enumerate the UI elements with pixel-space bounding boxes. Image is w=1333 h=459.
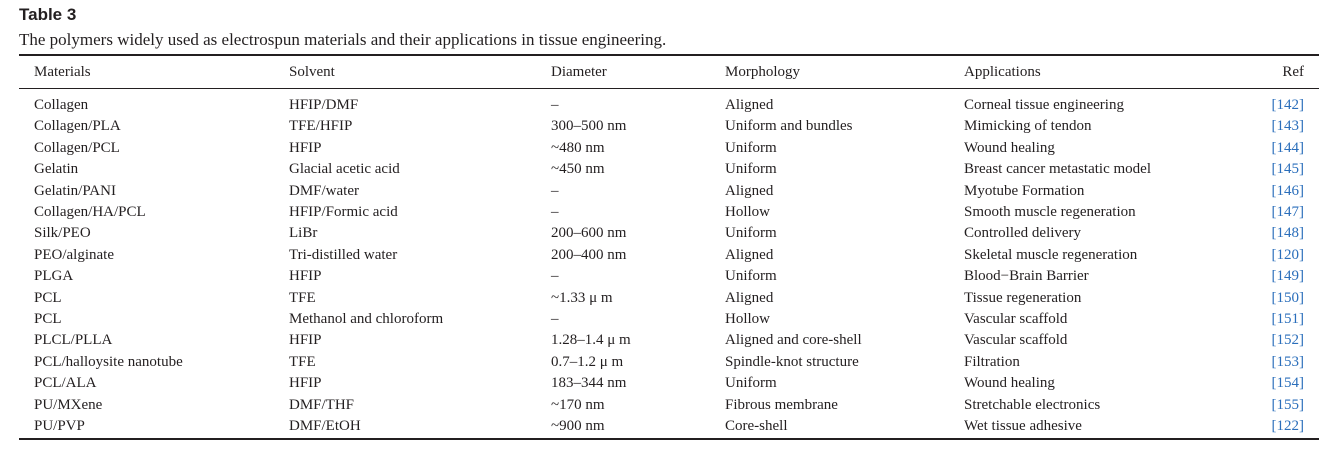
cell-morphology: Uniform [725, 161, 777, 178]
cell-application: Wound healing [964, 139, 1055, 156]
cell-material: Gelatin/PANI [34, 182, 116, 199]
header-ref: Ref [1282, 64, 1304, 80]
table-row [0, 288, 1333, 309]
cell-ref[interactable]: [146] [1271, 182, 1304, 199]
cell-material: Silk/PEO [34, 225, 91, 242]
cell-material: Gelatin [34, 161, 79, 178]
cell-application: Wound healing [964, 375, 1055, 392]
cell-morphology: Spindle-knot structure [725, 353, 859, 370]
cell-diameter: – [551, 204, 559, 220]
table-row [0, 309, 1333, 330]
cell-diameter: ~170 nm [551, 396, 605, 413]
cell-application: Mimicking of tendon [964, 118, 1092, 135]
table-row [0, 330, 1333, 351]
cell-diameter: ~1.33 μ m [551, 289, 613, 306]
cell-solvent: HFIP [289, 268, 322, 285]
cell-solvent: HFIP [289, 375, 322, 392]
cell-ref[interactable]: [149] [1271, 268, 1304, 285]
cell-solvent: HFIP/Formic acid [289, 204, 398, 220]
cell-morphology: Uniform [725, 268, 777, 285]
cell-solvent: Glacial acetic acid [289, 161, 400, 178]
cell-application: Filtration [964, 353, 1020, 370]
cell-morphology: Aligned [725, 289, 774, 306]
cell-application: Controlled delivery [964, 225, 1082, 242]
cell-diameter: 183–344 nm [551, 375, 627, 392]
cell-material: PU/MXene [34, 396, 103, 413]
cell-solvent: Methanol and chloroform [289, 311, 444, 327]
cell-morphology: Core-shell [725, 418, 788, 434]
table-row [0, 373, 1333, 394]
cell-solvent: DMF/EtOH [289, 418, 361, 434]
cell-application: Blood−Brain Barrier [964, 268, 1089, 285]
table-row [0, 138, 1333, 159]
cell-morphology: Aligned [725, 182, 774, 199]
cell-material: PLCL/PLLA [34, 332, 113, 349]
cell-ref[interactable]: [145] [1271, 161, 1304, 178]
cell-material: Collagen/HA/PCL [34, 204, 146, 220]
table-row [0, 352, 1333, 373]
table-row [0, 159, 1333, 180]
cell-material: PCL/halloysite nanotube [34, 353, 183, 370]
table-row [0, 202, 1333, 223]
table-row [0, 116, 1333, 137]
cell-ref[interactable]: [147] [1271, 204, 1304, 220]
cell-diameter: ~900 nm [551, 418, 605, 434]
cell-diameter: – [551, 268, 559, 285]
header-applications: Applications [964, 64, 1041, 80]
cell-diameter: 300–500 nm [551, 118, 627, 135]
cell-morphology: Uniform and bundles [725, 118, 853, 135]
cell-solvent: LiBr [289, 225, 318, 242]
cell-material: Collagen [34, 97, 89, 113]
cell-application: Tissue regeneration [964, 289, 1082, 306]
cell-solvent: HFIP [289, 139, 322, 156]
cell-ref[interactable]: [142] [1271, 97, 1304, 113]
cell-material: Collagen/PCL [34, 139, 120, 156]
table-caption: The polymers widely used as electrospun materials and their applications in tissue engineering. [19, 30, 667, 49]
cell-morphology: Uniform [725, 375, 777, 392]
cell-diameter: – [551, 311, 559, 327]
cell-solvent: HFIP [289, 332, 322, 349]
table-row [0, 416, 1333, 437]
table-label: Table 3 [19, 5, 77, 24]
cell-material: PEO/alginate [34, 246, 114, 263]
cell-solvent: TFE [289, 353, 316, 370]
cell-morphology: Fibrous membrane [725, 396, 838, 413]
header-morphology: Morphology [725, 64, 800, 80]
cell-ref[interactable]: [154] [1271, 375, 1304, 392]
cell-material: Collagen/PLA [34, 118, 121, 135]
cell-diameter: ~450 nm [551, 161, 605, 178]
cell-ref[interactable]: [153] [1271, 353, 1304, 370]
header-materials: Materials [34, 64, 91, 80]
table-row [0, 223, 1333, 244]
cell-application: Skeletal muscle regeneration [964, 246, 1138, 263]
cell-application: Vascular scaffold [964, 311, 1068, 327]
table-row [0, 181, 1333, 202]
cell-ref[interactable]: [151] [1271, 311, 1304, 327]
cell-ref[interactable]: [150] [1271, 289, 1304, 306]
cell-ref[interactable]: [144] [1271, 139, 1304, 156]
cell-diameter: 200–400 nm [551, 246, 627, 263]
cell-application: Vascular scaffold [964, 332, 1068, 349]
bottom-rule [19, 438, 1319, 440]
header-rule [19, 88, 1319, 89]
table-row [0, 395, 1333, 416]
cell-diameter: – [551, 97, 559, 113]
cell-material: PCL [34, 311, 62, 327]
cell-material: PCL/ALA [34, 375, 97, 392]
cell-diameter: – [551, 182, 559, 199]
cell-ref[interactable]: [143] [1271, 118, 1304, 135]
cell-application: Myotube Formation [964, 182, 1085, 199]
cell-diameter: 200–600 nm [551, 225, 627, 242]
cell-diameter: 0.7–1.2 μ m [551, 353, 624, 370]
cell-ref[interactable]: [155] [1271, 396, 1304, 413]
cell-ref[interactable]: [122] [1271, 418, 1304, 434]
cell-morphology: Aligned [725, 246, 774, 263]
cell-material: PLGA [34, 268, 74, 285]
cell-morphology: Uniform [725, 139, 777, 156]
table-row [0, 266, 1333, 287]
cell-solvent: HFIP/DMF [289, 97, 359, 113]
cell-solvent: DMF/THF [289, 396, 355, 413]
table-row [0, 245, 1333, 266]
top-rule [19, 54, 1319, 56]
cell-morphology: Aligned and core-shell [725, 332, 862, 349]
header-row [0, 62, 1333, 83]
cell-diameter: ~480 nm [551, 139, 605, 156]
cell-diameter: 1.28–1.4 μ m [551, 332, 631, 349]
cell-application: Corneal tissue engineering [964, 97, 1124, 113]
cell-morphology: Uniform [725, 225, 777, 242]
cell-application: Wet tissue adhesive [964, 418, 1082, 434]
cell-application: Breast cancer metastatic model [964, 161, 1151, 178]
cell-solvent: TFE/HFIP [289, 118, 353, 135]
header-solvent: Solvent [289, 64, 335, 80]
cell-ref[interactable]: [120] [1271, 246, 1304, 263]
cell-solvent: Tri-distilled water [289, 246, 398, 263]
cell-morphology: Hollow [725, 204, 770, 220]
cell-ref[interactable]: [148] [1271, 225, 1304, 242]
cell-morphology: Aligned [725, 97, 774, 113]
cell-application: Stretchable electronics [964, 396, 1101, 413]
cell-morphology: Hollow [725, 311, 770, 327]
table-row [0, 95, 1333, 116]
cell-material: PCL [34, 289, 62, 306]
cell-application: Smooth muscle regeneration [964, 204, 1136, 220]
cell-solvent: DMF/water [289, 182, 359, 199]
cell-solvent: TFE [289, 289, 316, 306]
cell-ref[interactable]: [152] [1271, 332, 1304, 349]
cell-material: PU/PVP [34, 418, 85, 434]
header-diameter: Diameter [551, 64, 607, 80]
